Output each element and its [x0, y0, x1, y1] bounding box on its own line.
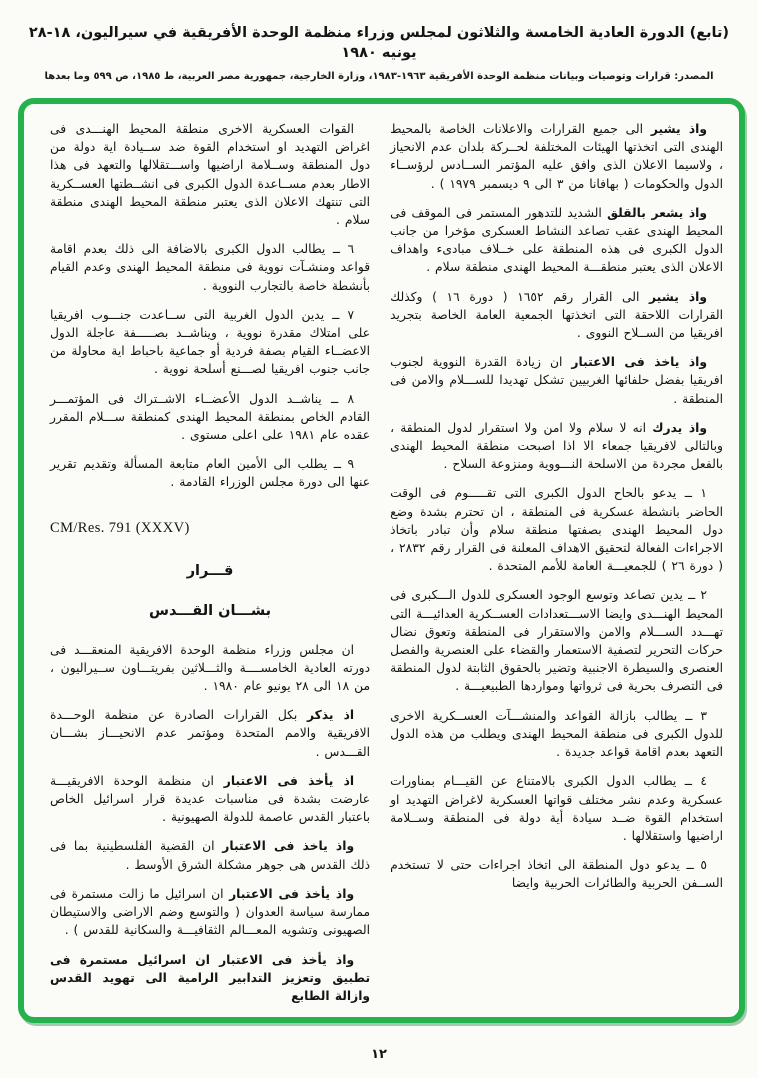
paragraph-text: ٨ ــ يناشــد الدول الأعضــاء الاشــتراك فى المؤتمـــر القادم الخاص بمنطقة المحيط الهندى كمنطقة ســـلام المقرر عقده عام ١٩٨١ على اعلى مستوى .: [50, 391, 371, 443]
paragraph-text: ٢ ــ يدين تصاعد وتوسع الوجود العسكرى للدول الـــكبرى فى المحيط الهنـــدى وايضا الاســـتعدادات العســكرية العدائيـــة التى تهـــدد الســـلام والامن والاستقرار فى المنطقة وتعوق نضال حركات التحرير لتصفية الاستعمار والقضاء على العنصرية والفصل العنصرى والسيطرة الاجنبية وتضير بالحقوق الثابتة لدول المنطقة فى التصرف بحرية فى ثرواتها ومواردها الطبيعيـــة .: [390, 588, 723, 694]
page-number: ١٢: [371, 1047, 387, 1062]
paragraph: [50, 120, 370, 229]
resolution-heading: قـــرار: [186, 562, 234, 579]
paragraph: [390, 288, 723, 343]
numbered-clause-7: [50, 306, 370, 379]
paragraph-lead: اذ يذكر: [307, 708, 355, 723]
paragraph-text: ٤ ــ يطالب الدول الكبرى بالامتناع عن القيـــام بمناورات عسكرية وعدم نشر مختلف قواتها العسكرية لاغراض التهديد او استخدام القوة ضــد سيادة أية دولة فى المنطقة وســلامة اراضيها واستقلالها .: [390, 774, 723, 843]
numbered-clause-4: [390, 772, 723, 845]
paragraph-lead: واذ يشير: [650, 122, 707, 136]
paragraph-text: ان منظمة الوحدة الافريقيـــة عارضت بشدة فى مناسبات عديدة قرار اسرائيل الخاص باعتبار القدس عاصمة للدولة الصهيونية .: [50, 773, 371, 825]
content-frame: [18, 98, 745, 1023]
paragraph-text: ان اسرائيل ما زالت مستمرة فى ممارسة سياسة العدوان ( والتوسع وضم الاراضى والاستيطان الصهيونى وتشويه المعـــالم الثقافيـــة والسكانية للقدس ) .: [50, 886, 371, 938]
paragraph-text: ٩ ــ يطلب الى الأمين العام متابعة المسألة وتقديم تقرير عنها الى دورة مجلس الوزراء القادمة .: [50, 457, 371, 490]
two-column-layout: [24, 104, 739, 1017]
paragraph-lead: واذ يدرك: [652, 420, 707, 435]
numbered-clause-3: [390, 707, 723, 762]
paragraph-lead: اذ يأخذ فى الاعتبار: [223, 773, 355, 788]
resolution-preamble: [50, 641, 370, 696]
numbered-clause-6: [50, 240, 370, 295]
paragraph-text: ٧ ــ يدين الدول الغربية التى ســاعدت جنـــوب افريقيا على امتلاك مقدرة نووية ، ويناشــد بصـــــفة عاجلة الدول الاعضــاء القيام بصفة فردية أو جماعية باحباط اية محاولة من جانب جنوب افريقيا لصـــنع أسلحة نووية .: [50, 307, 371, 377]
page-header: [0, 0, 758, 82]
paragraph-text: بكل القرارات الصادرة عن منظمة الوحـــدة الافريقية والامم المتحدة ومؤتمر عدم الانحيـــاز بشـــان القـــدس .: [50, 708, 371, 759]
paragraph: [50, 885, 370, 940]
paragraph-text: الشديد للتدهور المستمر فى الموقف فى المحيط الهندى عقب تصاعد النشاط العسكرى مؤخرا من جانب الدول الكبرى فى هذه المنطقة على خــلاف مبادىء واهداف الاعلان الذى يعتبر منطقـــة المحيط الهندى منطقة سلام .: [390, 205, 723, 275]
column-left: [50, 120, 370, 1007]
paragraph-text: الى القرار رقم ١٦٥٢ ( دورة ١٦ ) وكذلك القرارات اللاحقة التى اتخذتها الجمعية العامة الخاصة بتجريد افريقيا من الســلاح النووى .: [390, 289, 723, 341]
paragraph-text: ان القضية الفلسطينية بما فى ذلك القدس هى جوهر مشكلة الشرق الأوسط .: [50, 839, 371, 872]
paragraph-lead: واذ ياخذ فى الاعتبار: [571, 355, 707, 370]
paragraph-text: الى جميع القرارات والاعلانات الخاصة بالمحيط الهندى التى اتخذتها الهيئات المختلفة لحــركة بلدان عدم الانحياز ، ولاسيما الاعلان الذى وافق عليه المؤتمر الســادس لرؤســاء الدول والحكومات ( بهافانا من ٣ الى ٩ ديسمبر ١٩٧٩ ) .: [390, 122, 723, 191]
numbered-clause-8: [50, 390, 370, 445]
paragraph: [390, 204, 723, 277]
numbered-clause-9: [50, 455, 370, 491]
paragraph-lead: واذ ياخذ فى الاعتبار: [222, 839, 355, 854]
paragraph-text: ٣ ــ يطالب بازالة القواعد والمنشـــآت العســكرية الاخرى للدول الكبرى فى منطقة المحيط الهندى ويطلب من هذه الدول التعهد بعدم اقامة قواعد جديدة .: [390, 708, 723, 760]
paragraph: [50, 951, 370, 1006]
numbered-clause-1: [390, 484, 723, 575]
paragraph-lead: واذ يشعر بالقلق: [607, 205, 707, 220]
paragraph-text: ان زيادة القدرة النووية لجنوب افريقيا بفضل حلفائها الغربيين تشكل تهديدا للســـلام والامن فى المنطقة .: [390, 355, 723, 406]
paragraph: [390, 419, 723, 474]
resolution-subject-heading: بشـــان القـــدس: [149, 602, 272, 619]
paragraph-text: ٦ ــ يطالب الدول الكبرى بالاضافة الى ذلك بعدم اقامة قواعد ومنشـآت نووية فى منطقة المحيط الهندى وعدم القيام بأنشطة خاصة بالتجارب النووية .: [50, 242, 371, 293]
paragraph-text: انه لا سلام ولا امن ولا استقرار لدول المنطقة ، وبالتالى لافريقيا جمعاء الا اذا اصبحت منطقة المحيط الهندى بالفعل مجردة من الاسلحة النـــووية ومنزوعة السلاح .: [390, 420, 723, 472]
paragraph-text: ٥ ــ يدعو دول المنطقة الى اتخاذ اجراءات حتى لا تستخدم الســفن الحربية والطائرات الحربية وايضا: [390, 858, 723, 891]
numbered-clause-2: [390, 586, 723, 695]
resolution-reference: CM/Res. 791 (XXXV): [50, 519, 190, 536]
paragraph-text: القوات العسكرية الاخرى منطقة المحيط الهنـــدى فى اغراض التهديد او استخدام القوة ضد ســيادة اية دولة من دول المنطقة وســلامة اراضيها واســـتقلالها والتعهد فى هذا الاطار بعدم مســاعدة الدول الكبرى فى انشــطتها العســكرية التى تنتهك الاعلان الذى يعتبر منطقة المحيط الهندى منطقة سلام .: [50, 122, 371, 228]
source-citation: المصدر: قرارات وتوصيات وبيانات منظمة الوحدة الأفريقية ١٩٦٣-١٩٨٣، وزارة الخارجية، جمهورية مصر العربية، ط ١٩٨٥، ص ٥٩٩ وما بعدها: [44, 71, 714, 83]
column-right: [390, 120, 723, 1007]
paragraph: [390, 120, 723, 193]
paragraph-lead: واذ يشير: [649, 289, 707, 304]
paragraph: [50, 837, 370, 873]
session-title: (تابع) الدورة العادية الخامسة والثلاثون لمجلس وزراء منظمة الوحدة الأفريقية في سيراليون، ١٨-٢٨ يونيه ١٩٨٠: [28, 25, 730, 61]
paragraph-text: ١ ــ يدعو بالحاح الدول الكبرى التى تقـــــوم فى الوقت الحاضر بانشطة عسكرية فى المنطقة ، ان تحترم بشدة وضع دول المحيط الهندى بصفتها منطقة سلام وأن تبادر باتخاذ الاجراءات الفعالة لتحقيق الاهداف المعلنة فى القرار رقم ٢٨٣٢ ، ( دورة ٢٦ ) للجمعيـــة العامة للأمم المتحدة .: [390, 486, 723, 574]
numbered-clause-5: [390, 856, 723, 892]
paragraph-lead: واذ يأخذ فى الاعتبار: [229, 886, 355, 901]
paragraph-text: ان مجلس وزراء منظمة الوحدة الافريقية المنعقـــد فى دورته العادية الخامســــة والثـــلاثين بفريتـــاون ســيراليون ، من ١٨ الى ٢٨ يونيو عام ١٩٨٠ .: [50, 642, 371, 694]
paragraph: [390, 353, 723, 408]
paragraph: [50, 772, 370, 827]
paragraph-text: واذ يأخذ فى الاعتبار ان اسرائيل مستمرة فى تطبيق وتعزيز التدابير الرامية الى تهويد القدس وازالة الطابع: [50, 952, 371, 1003]
paragraph: [50, 706, 370, 761]
